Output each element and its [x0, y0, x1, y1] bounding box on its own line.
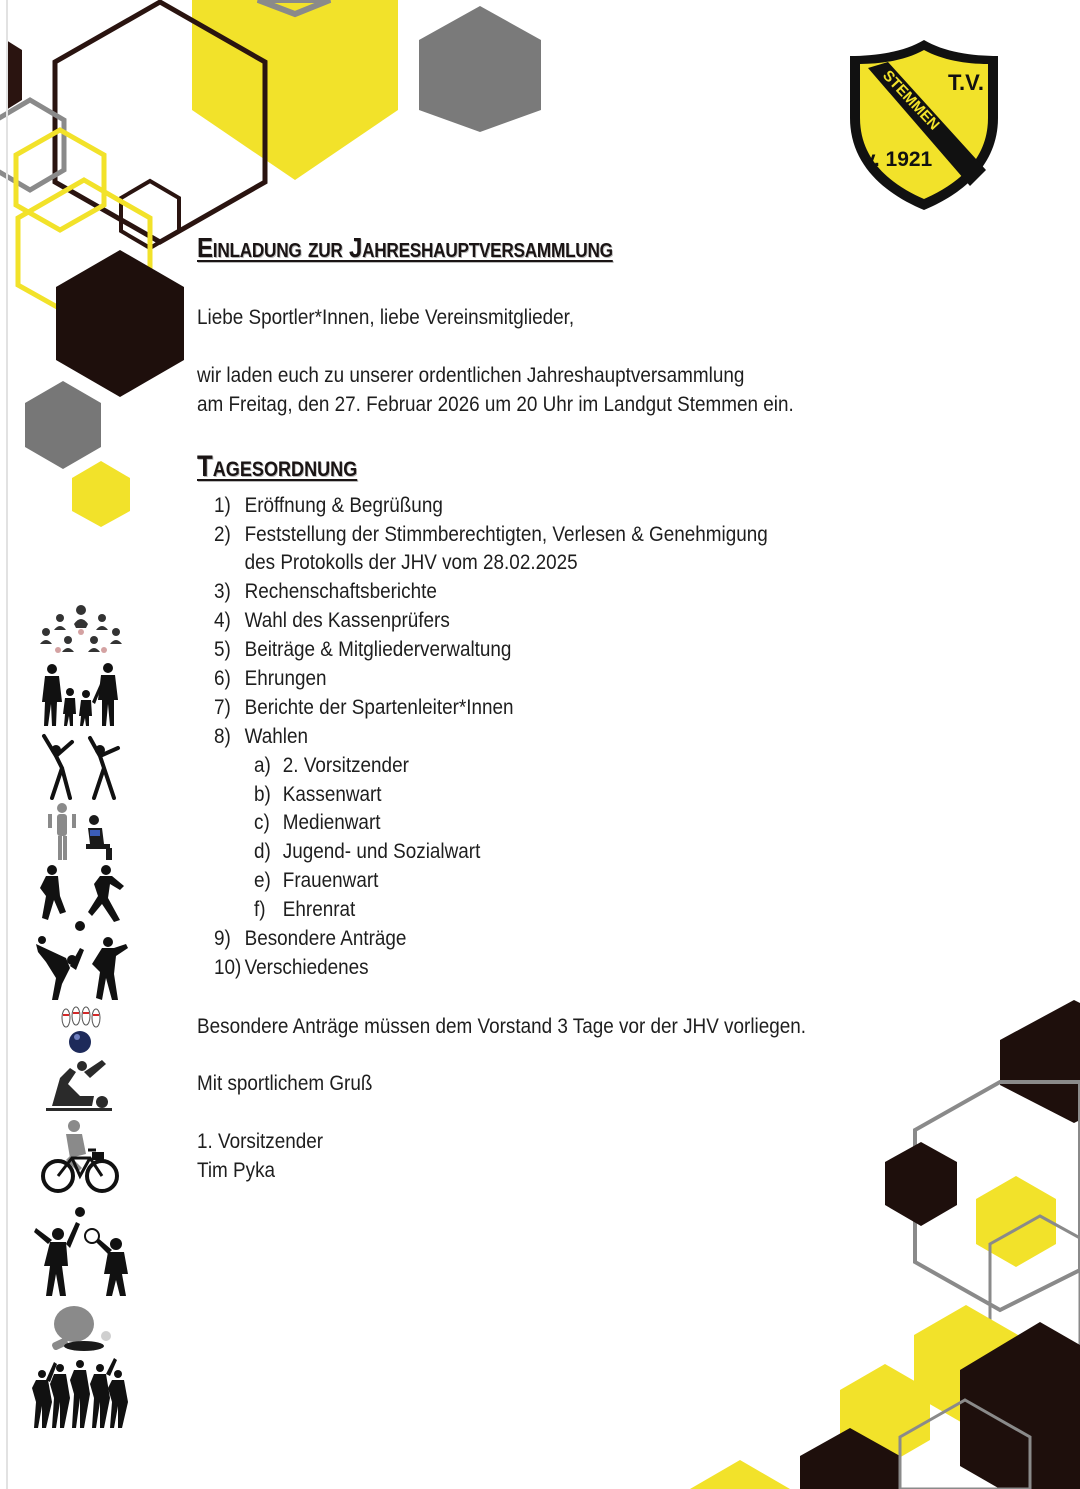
agenda-item: 2) Feststellung der Stimmberechtigten, Verlesen & Genehmigung [214, 523, 768, 546]
greeting-text: Liebe Sportler*Innen, liebe Vereinsmitglieder, [197, 306, 575, 329]
agenda-subitem: c) Medienwart [254, 811, 381, 834]
agenda-subitem: a) 2. Vorsitzender [254, 754, 409, 777]
agenda-item-continuation: des Protokolls der JHV vom 28.02.2025 [244, 551, 578, 574]
yoga-icon [46, 1058, 114, 1112]
agenda-subitem: e) Frauenwart [254, 869, 379, 892]
invitation-line-1: wir laden euch zu unserer ordentlichen Jahreshauptversammlung [197, 364, 745, 387]
agenda-title: Tagesordnung [197, 450, 358, 483]
crest-top-text: T.V. [948, 70, 984, 95]
invitation-line-2: am Freitag, den 27. Februar 2026 um 20 Uhr im Landgut Stemmen ein. [197, 393, 794, 416]
crest-name-text: STEMMEN [879, 67, 943, 134]
left-margin-line [6, 0, 8, 1489]
group-dance-icon [32, 1358, 128, 1430]
note-text: Besondere Anträge müssen dem Vorstand 3 Tage vor der JHV vorliegen. [197, 1015, 807, 1038]
hexagon-yellow-br-1 [976, 1176, 1056, 1267]
bowling-icon [58, 1004, 104, 1056]
agenda-item: 5) Beiträge & Mitgliederverwaltung [214, 638, 512, 661]
closing-text: Mit sportlichem Gruß [197, 1072, 373, 1095]
cycling-icon [40, 1118, 120, 1196]
hexagon-yellow-br-4 [690, 1460, 790, 1489]
hexagon-dark-left [56, 250, 184, 397]
agenda-subitem: b) Kassenwart [254, 783, 382, 806]
agenda-subitem: f) Ehrenrat [254, 898, 356, 921]
family-icon [40, 662, 122, 728]
agenda-item: 6) Ehrungen [214, 667, 327, 690]
tennis-icon [32, 1204, 128, 1298]
table-tennis-icon [44, 1302, 118, 1354]
agenda-item: 7) Berichte der Spartenleiter*Innen [214, 696, 514, 719]
dance-icon [36, 934, 128, 1000]
signature-name: Tim Pyka [197, 1159, 276, 1182]
agenda-item: 1) Eröffnung & Begrüßung [214, 494, 443, 517]
hexagon-yellow-small [72, 461, 130, 527]
crest-year-text: v. 1921 [863, 148, 933, 171]
club-crest-logo [848, 38, 1000, 212]
kids-yoga-icon [38, 602, 124, 658]
signature-role: 1. Vorsitzender [197, 1130, 324, 1153]
agenda-item: 10) Verschiedenes [214, 956, 369, 979]
agenda-item: 3) Rechenschaftsberichte [214, 580, 437, 603]
football-icon [36, 864, 128, 932]
agenda-item: 4) Wahl des Kassenprüfers [214, 609, 450, 632]
hexagon-grey-top [419, 6, 541, 132]
hexagon-grey-left [25, 381, 101, 469]
page-title: Einladung zur Jahreshauptversammlung [197, 232, 613, 263]
hexagon-dark-br-2 [885, 1142, 957, 1226]
hexagon-yellow-large [192, 0, 398, 180]
gymnastics-icon [38, 732, 124, 800]
agenda-subitem: d) Jugend- und Sozialwart [254, 840, 481, 863]
hexagon-yellow-outline-1 [16, 130, 104, 230]
hexagon-dark-br-1 [1000, 1000, 1080, 1123]
agenda-item: 8) Wahlen [214, 725, 308, 748]
hexagon-dark-edge [6, 40, 22, 110]
fitness-icon [46, 802, 114, 862]
agenda-item: 9) Besondere Anträge [214, 927, 407, 950]
